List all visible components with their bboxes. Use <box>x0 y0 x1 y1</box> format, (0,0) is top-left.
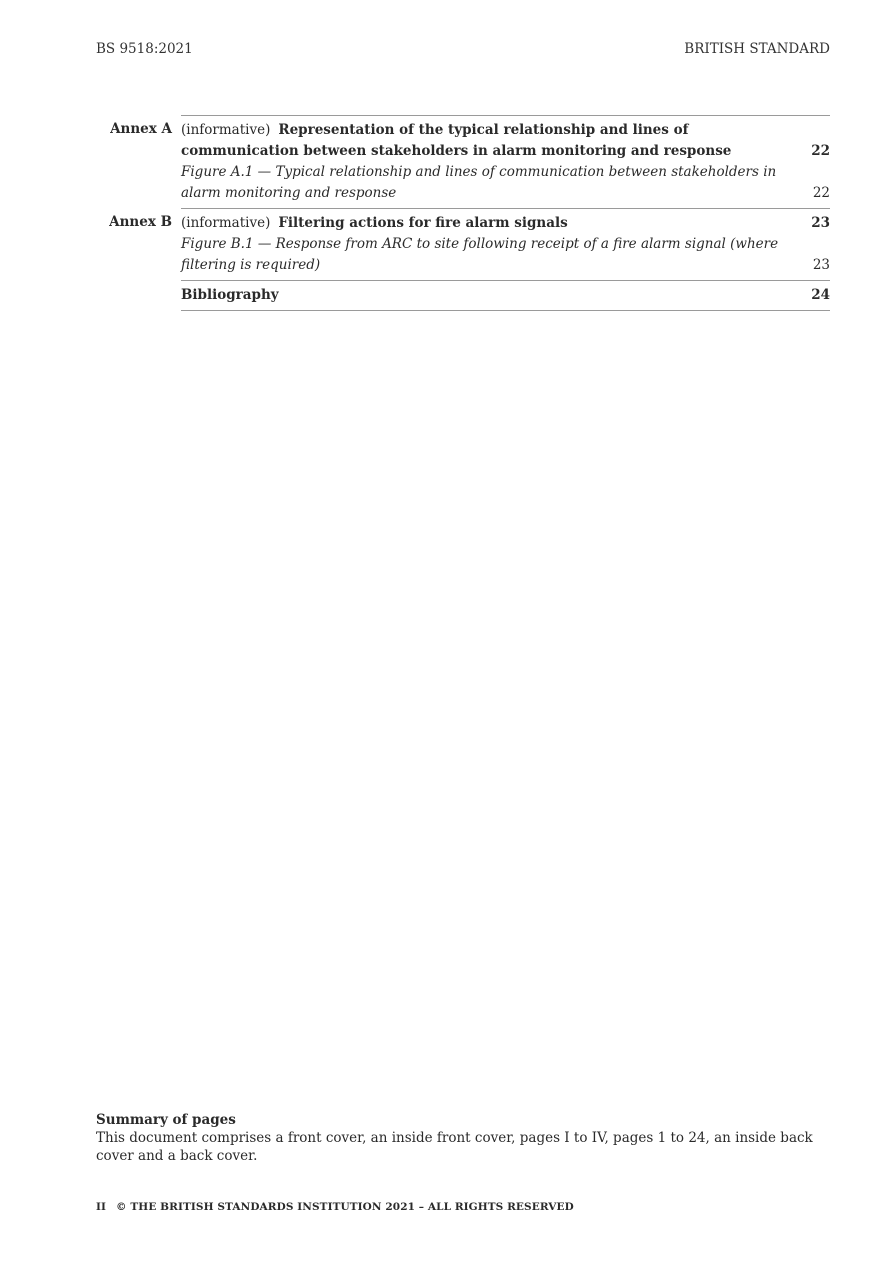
running-header-publisher: BRITISH STANDARD <box>684 41 830 57</box>
figure-b1-title: Figure B.1 — Response from ARC to site following receipt of a fire alarm signal (where filtering is required) <box>181 236 779 273</box>
annex-a-label: Annex A <box>110 121 172 137</box>
bibliography-page: 24 <box>811 287 830 303</box>
figure-a1-title: Figure A.1 — Typical relationship and lines of communication between stakeholders in alarm monitoring and response <box>181 164 777 201</box>
toc-entry-figure-a1[interactable] <box>181 162 830 204</box>
annex-b-label: Annex B <box>109 214 172 230</box>
annex-b-page: 23 <box>811 215 830 231</box>
toc-entry-annex-a[interactable] <box>96 115 830 208</box>
annex-a-qualifier: (informative) <box>181 122 271 138</box>
figure-b1-page: 23 <box>812 257 830 273</box>
footer-page-number: II <box>96 1201 107 1213</box>
toc-bottom-rule <box>181 310 830 311</box>
summary-text: This document comprises a front cover, an inside front cover, pages I to IV, pages 1 to 24, an inside back cover and a back cover. <box>96 1130 813 1164</box>
annex-b-qualifier: (informative) <box>181 215 271 231</box>
figure-a1-page: 22 <box>812 185 830 201</box>
bibliography-title: Bibliography <box>181 287 279 303</box>
toc-entry-bibliography[interactable] <box>96 280 830 310</box>
page-footer <box>96 1201 574 1213</box>
toc-entry-figure-b1[interactable] <box>181 234 830 276</box>
toc-entry-annex-b[interactable] <box>96 208 830 280</box>
annex-b-title: Filtering actions for fire alarm signals <box>278 215 568 231</box>
annex-a-title: Representation of the typical relationship and lines of communication between stakeholders in alarm monitoring and response <box>181 122 732 159</box>
footer-copyright: © THE BRITISH STANDARDS INSTITUTION 2021 – ALL RIGHTS RESERVED <box>116 1201 574 1213</box>
annex-a-page: 22 <box>811 143 830 159</box>
table-of-contents <box>96 115 830 311</box>
running-header-standard-number: BS 9518:2021 <box>96 41 193 57</box>
summary-of-pages <box>96 1111 830 1165</box>
summary-title: Summary of pages <box>96 1112 236 1128</box>
